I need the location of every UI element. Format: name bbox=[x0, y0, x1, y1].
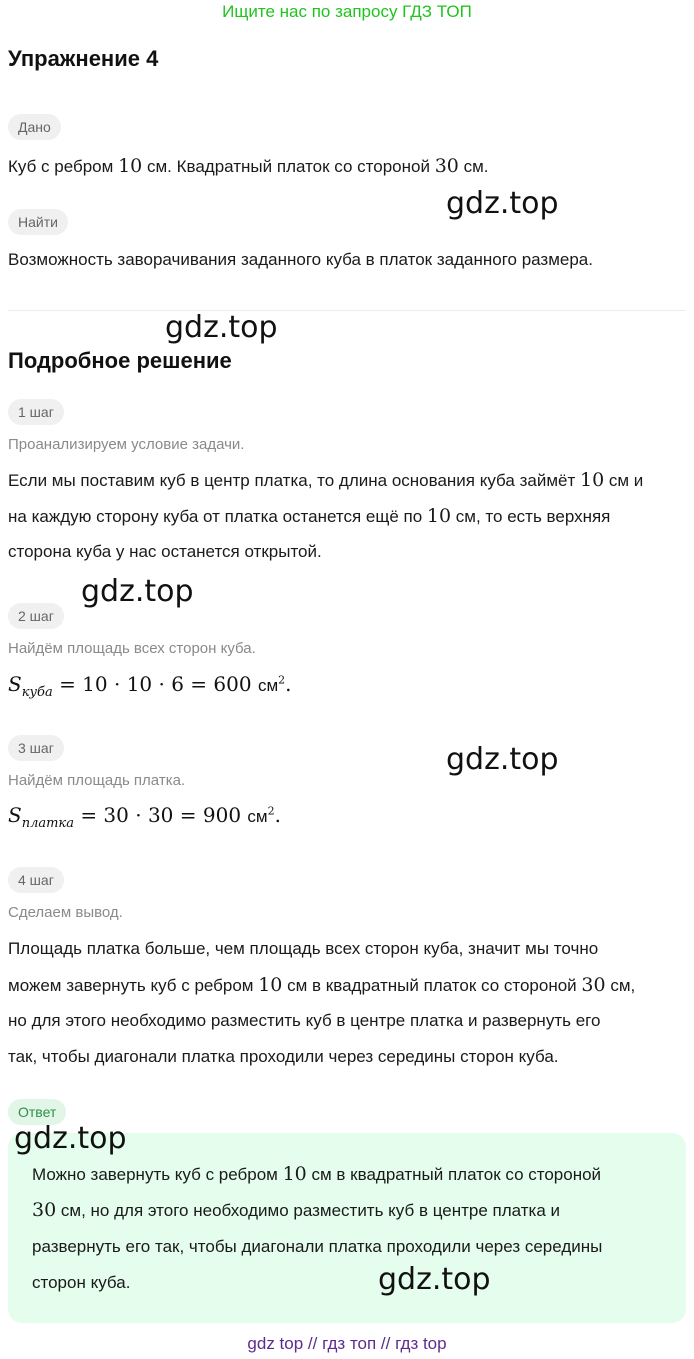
answer-line-4: сторон куба. bbox=[32, 1273, 131, 1292]
watermark: gdz.top bbox=[378, 1262, 491, 1297]
step-1-hint: Проанализируем условие задачи. bbox=[8, 436, 245, 453]
answer-line-3: развернуть его так, чтобы диагонали платка проходили через середины bbox=[32, 1237, 603, 1256]
watermark: gdz.top bbox=[446, 186, 559, 221]
step-4-label: 4 шаг bbox=[8, 867, 64, 893]
step-1-line-3: сторона куба у нас останется открытой. bbox=[8, 542, 322, 561]
step-2-formula: $S_{куба} = 10 \cdot 10 \cdot 6 = 600$ $см^2$. bbox=[8, 672, 292, 700]
step-4-line-4: так, чтобы диагонали платка проходили через середины сторон куба. bbox=[8, 1047, 559, 1066]
find-text: Возможность заворачивания заданного куба в платок заданного размера. bbox=[8, 250, 593, 269]
section-divider bbox=[8, 310, 686, 311]
solution-title: Подробное решение bbox=[8, 348, 232, 373]
watermark: gdz.top bbox=[81, 574, 194, 609]
step-3-formula: $S_{платка} = 30 \cdot 30 = 900$ $см^2$. bbox=[8, 803, 281, 831]
step-4-hint: Сделаем вывод. bbox=[8, 904, 123, 921]
answer-label: Ответ bbox=[8, 1099, 66, 1125]
step-1-line-2: на каждую сторону куба от платка останется ещё по 10 см, то есть верхняя bbox=[8, 505, 611, 527]
watermark: gdz.top bbox=[446, 742, 559, 777]
exercise-title: Упражнение 4 bbox=[8, 46, 159, 71]
watermark: gdz.top bbox=[14, 1121, 127, 1156]
step-4-line-1: Площадь платка больше, чем площадь всех сторон куба, значит мы точно bbox=[8, 939, 599, 958]
step-3-hint: Найдём площадь платка. bbox=[8, 772, 186, 789]
given-label: Дано bbox=[8, 114, 61, 140]
step-2-label: 2 шаг bbox=[8, 603, 64, 629]
step-2-hint: Найдём площадь всех сторон куба. bbox=[8, 640, 256, 657]
step-1-line-1: Если мы поставим куб в центр платка, то длина основания куба займёт 10 см и bbox=[8, 469, 644, 491]
answer-line-1: Можно завернуть куб с ребром 10 см в квадратный платок со стороной bbox=[32, 1163, 602, 1185]
step-4-line-3: но для этого необходимо разместить куб в центре платка и развернуть его bbox=[8, 1011, 601, 1030]
footer-links[interactable]: gdz top // гдз топ // гдз top bbox=[247, 1334, 447, 1353]
promo-banner: Ищите нас по запросу ГДЗ ТОП bbox=[222, 2, 472, 21]
given-text: Куб с ребром 10 см. Квадратный платок со стороной 30 см. bbox=[8, 155, 489, 177]
step-1-label: 1 шаг bbox=[8, 399, 64, 425]
find-label: Найти bbox=[8, 209, 68, 235]
watermark: gdz.top bbox=[165, 310, 278, 345]
step-4-line-2: можем завернуть куб с ребром 10 см в квадратный платок со стороной 30 см, bbox=[8, 974, 636, 996]
step-3-label: 3 шаг bbox=[8, 735, 64, 761]
answer-line-2: 30 см, но для этого необходимо разместить куб в центре платка и bbox=[32, 1199, 560, 1221]
